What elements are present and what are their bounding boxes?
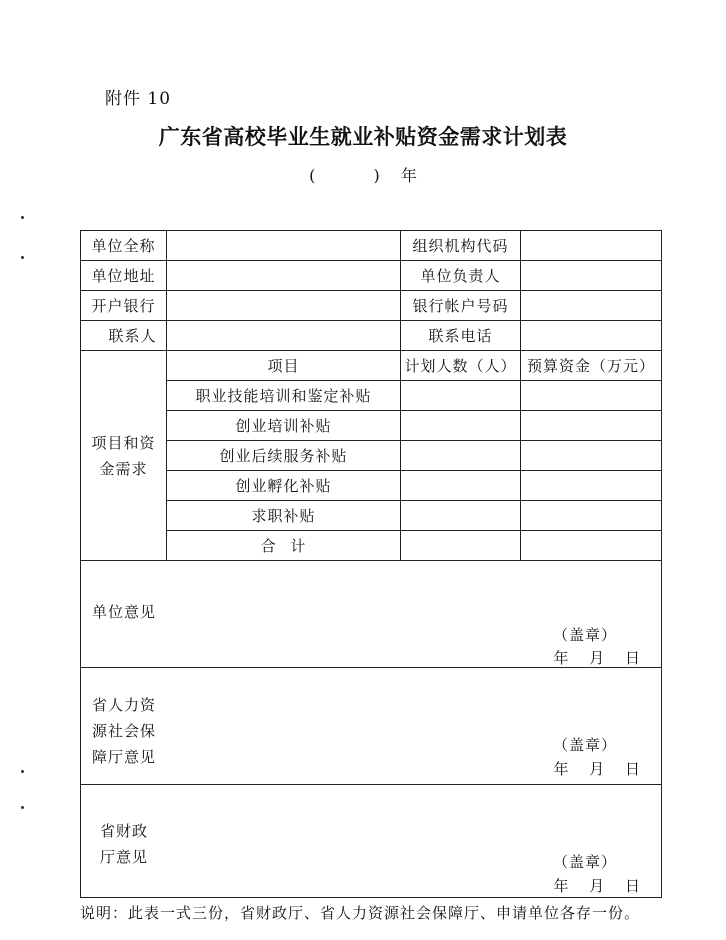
- project-row: [81, 471, 662, 501]
- year-close-paren: ): [373, 166, 380, 185]
- item-name: 求职补贴: [167, 501, 401, 531]
- budget-field[interactable]: [521, 441, 662, 471]
- org-code-field[interactable]: [521, 231, 662, 261]
- bank-label: 开户银行: [81, 291, 167, 321]
- unit-address-field[interactable]: [167, 261, 401, 291]
- bank-account-field[interactable]: [521, 291, 662, 321]
- project-label-line: 金需求: [99, 459, 148, 478]
- people-field[interactable]: [401, 501, 521, 531]
- total-people-field[interactable]: [401, 531, 521, 561]
- seal-text: （盖章）: [552, 736, 617, 754]
- project-row: [81, 411, 662, 441]
- project-header-row: [81, 351, 662, 381]
- date-text: 年 月 日: [553, 649, 641, 667]
- phone-field[interactable]: [521, 321, 662, 351]
- unit-opinion-box[interactable]: [81, 561, 662, 668]
- info-row: [81, 231, 662, 261]
- people-field[interactable]: [401, 471, 521, 501]
- footnote: 说明：此表一式三份，省财政厅、省人力资源社会保障厅、申请单位各存一份。: [80, 904, 641, 922]
- subsidy-plan-table: [80, 230, 662, 898]
- budget-header: 预算资金（万元）: [521, 351, 662, 381]
- project-section-label: [81, 351, 167, 561]
- contact-label: 联系人: [81, 321, 167, 351]
- unit-opinion-row: [81, 561, 662, 668]
- scan-mark: [21, 806, 24, 809]
- total-row: [81, 531, 662, 561]
- unit-opinion-label: 单位意见: [91, 603, 156, 621]
- contact-field[interactable]: [167, 321, 401, 351]
- unit-head-field[interactable]: [521, 261, 662, 291]
- item-name: 创业孵化补贴: [167, 471, 401, 501]
- item-name: 创业后续服务补贴: [167, 441, 401, 471]
- attachment-label: 附件 10: [105, 89, 172, 109]
- item-name: 职业技能培训和鉴定补贴: [167, 381, 401, 411]
- form-title: 广东省高校毕业生就业补贴资金需求计划表: [158, 124, 568, 149]
- total-label: 合 计: [167, 531, 401, 561]
- finance-opinion-box[interactable]: [81, 785, 662, 898]
- people-field[interactable]: [401, 441, 521, 471]
- year-open-paren: (: [309, 166, 316, 185]
- budget-field[interactable]: [521, 501, 662, 531]
- people-field[interactable]: [401, 381, 521, 411]
- bank-field[interactable]: [167, 291, 401, 321]
- unit-head-label: 单位负责人: [401, 261, 521, 291]
- hr-opinion-label: 省人力资源社会保障厅意见: [91, 696, 156, 766]
- project-row: [81, 501, 662, 531]
- phone-label: 联系电话: [401, 321, 521, 351]
- budget-field[interactable]: [521, 381, 662, 411]
- info-row: [81, 321, 662, 351]
- hr-opinion-box[interactable]: [81, 668, 662, 785]
- item-header: 项目: [167, 351, 401, 381]
- org-code-label: 组织机构代码: [401, 231, 521, 261]
- info-row: [81, 261, 662, 291]
- people-field[interactable]: [401, 411, 521, 441]
- budget-field[interactable]: [521, 471, 662, 501]
- scan-mark: [21, 216, 24, 219]
- seal-text: （盖章）: [552, 853, 617, 871]
- budget-field[interactable]: [521, 411, 662, 441]
- info-row: [81, 291, 662, 321]
- project-label-line: 项目和资: [91, 433, 156, 452]
- project-row: [81, 381, 662, 411]
- year-field[interactable]: [320, 166, 368, 185]
- total-budget-field[interactable]: [521, 531, 662, 561]
- people-header: 计划人数（人）: [401, 351, 521, 381]
- seal-text: （盖章）: [552, 626, 617, 644]
- date-text: 年 月 日: [553, 760, 641, 778]
- hr-opinion-row: [81, 668, 662, 785]
- date-text: 年 月 日: [553, 877, 641, 895]
- unit-name-label: 单位全称: [81, 231, 167, 261]
- bank-account-label: 银行帐户号码: [401, 291, 521, 321]
- year-unit: 年: [400, 166, 417, 185]
- item-name: 创业培训补贴: [167, 411, 401, 441]
- scan-mark: [21, 770, 24, 773]
- finance-opinion-row: [81, 785, 662, 898]
- unit-address-label: 单位地址: [81, 261, 167, 291]
- unit-name-field[interactable]: [167, 231, 401, 261]
- year-line: [0, 163, 726, 186]
- project-row: [81, 441, 662, 471]
- finance-opinion-label: 省财政厅意见: [99, 822, 148, 866]
- scan-mark: [21, 256, 24, 259]
